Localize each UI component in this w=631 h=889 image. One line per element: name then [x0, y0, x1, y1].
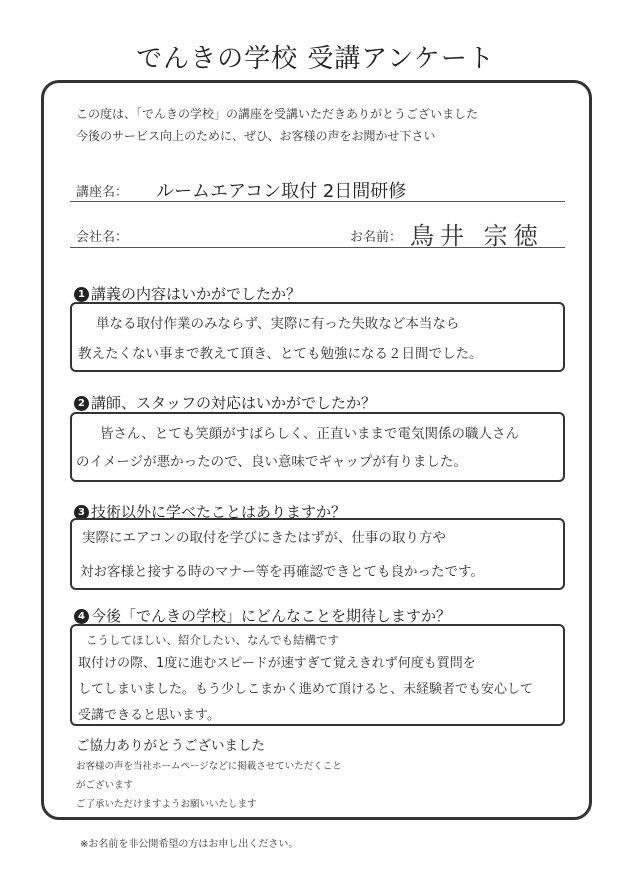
question-1-text: 講義の内容はいかがでしたか？: [91, 285, 302, 303]
answer-3-line-2: 対お客様と接する時のマナー等を再確認できとても良かったです。: [80, 564, 484, 580]
course-label: 講座名：: [76, 185, 129, 200]
course-field-line: [70, 201, 565, 202]
notice-line-1: お客様の声を当社ホームページなどに掲載させていただくこと: [76, 761, 342, 772]
name-signature: 鳥井 宗徳: [410, 222, 544, 250]
question-1-label: [74, 283, 301, 304]
answer-2-line-1: 皆さん、とても笑顔がすばらしく、正直いままで電気関係の職人さん: [100, 426, 520, 442]
name-field-line: [70, 247, 565, 248]
answer-box-3[interactable]: [70, 518, 565, 590]
company-label: 会社名：: [76, 230, 129, 245]
question-3-number: 3: [74, 505, 89, 520]
footnote: ※お名前を非公開希望の方はお申し出ください。: [80, 839, 299, 850]
question-3-text: 技術以外に学べたことはありますか？: [91, 503, 347, 521]
answer-3-line-1: 実際にエアコンの取付を学びにきたはずが、仕事の取り方や: [82, 530, 446, 546]
intro-line-2: 今後のサービス向上のために、ぜひ、お客様の声をお聞かせ下さい: [76, 129, 436, 143]
answer-2-line-2: のイメージが悪かったので、良い意味でギャップが有りました。: [76, 454, 467, 470]
page-title: でんきの学校 受講アンケート: [136, 44, 495, 74]
answer-1-line-2: 教えたくない事まで教えて頂き、とても勉強になる２日間でした。: [78, 346, 483, 362]
answer-4-line-2: してしまいました。もう少しこまかく進めて頂けると、未経験者でも安心して: [78, 682, 534, 697]
intro-line-1: この度は、「でんきの学校」の講座を受講いただきありがとうございました: [76, 107, 479, 121]
course-name: ルームエアコン取付 2日間研修: [156, 181, 407, 202]
answer-box-1[interactable]: [70, 302, 565, 372]
question-2-number: 2: [74, 396, 89, 411]
answer-1-line-1: 単なる取付作業のみならず、実際に有った失敗など本当なら: [96, 316, 460, 332]
notice-line-3: ご了承いただけますようお願いいたします: [76, 799, 257, 810]
question-4-label: [74, 605, 451, 626]
thanks-message: ご協力ありがとうございました: [76, 738, 265, 754]
answer-box-2[interactable]: [70, 412, 565, 482]
name-label: お名前：: [350, 230, 403, 245]
answer-box-4[interactable]: [70, 624, 565, 726]
answer-4-prompt: こうしてほしい、紹介したい、なんでも結構です: [86, 633, 339, 647]
question-4-text: 今後「でんきの学校」にどんなことを期待しますか？: [91, 607, 452, 625]
answer-4-line-1: 取付けの際、1度に進むスピードが速すぎて覚えきれず何度も質問を: [78, 656, 476, 671]
question-4-number: 4: [74, 609, 89, 624]
answer-4-line-3: 受講できると思います。: [78, 708, 220, 723]
notice-line-2: がございます: [76, 780, 134, 791]
question-2-text: 講師、スタッフの対応はいかがでしたか？: [91, 394, 377, 412]
question-1-number: 1: [74, 287, 89, 302]
question-2-label: [74, 392, 376, 413]
